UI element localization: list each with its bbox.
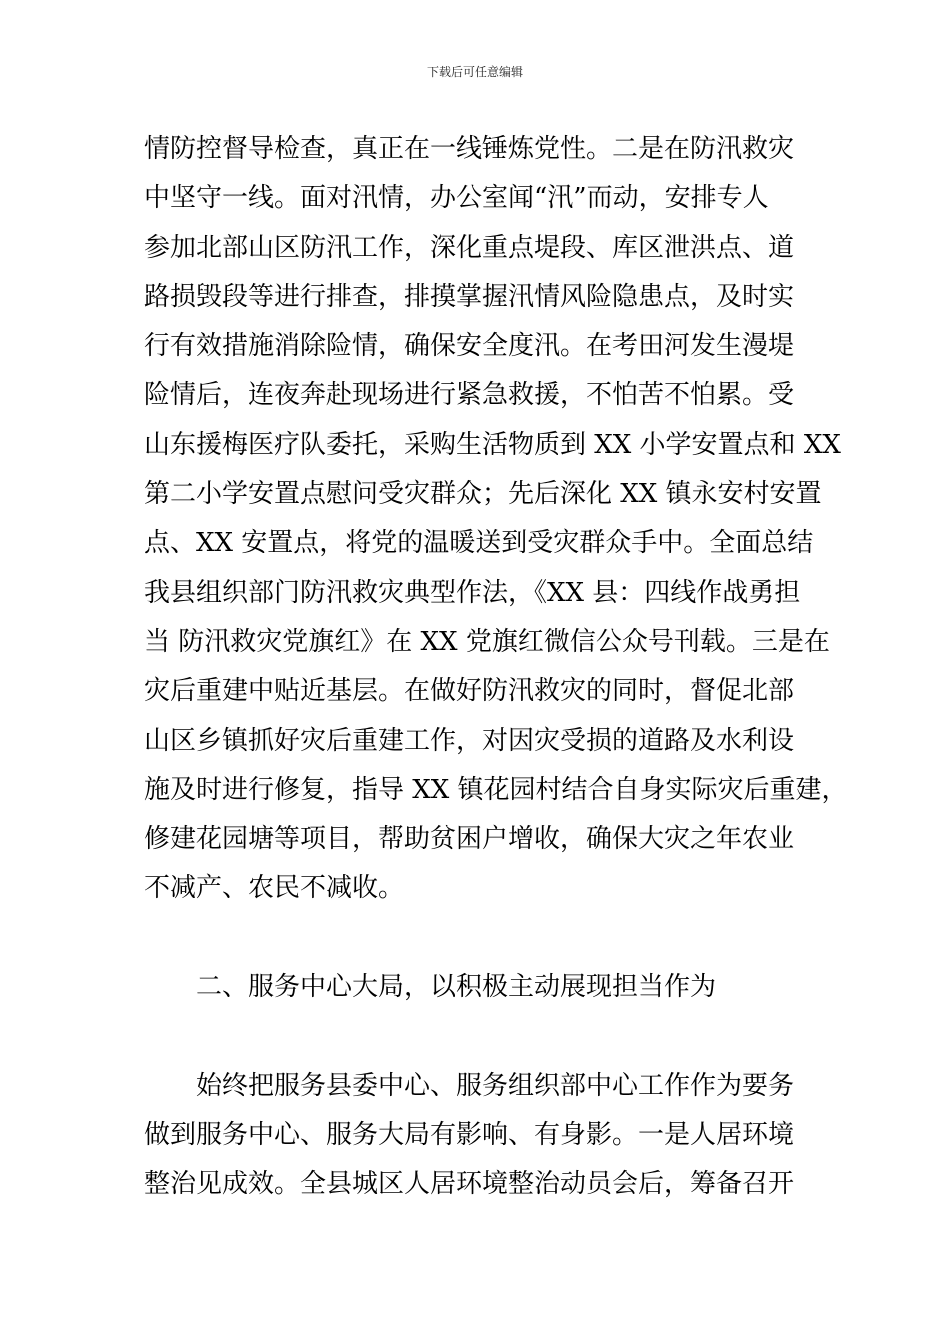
text-line: 情防控督导检查，真正在一线锤炼党性。二是在防汛救灾: [144, 134, 795, 164]
text-line: 山东援梅医疗队委托，采购生活物质到 XX 小学安置点和 XX: [144, 429, 841, 460]
paragraph-1: [144, 125, 848, 914]
section-heading: 二、服务中心大局，以积极主动展现担当作为: [196, 972, 717, 1003]
text-line: 险情后，连夜奔赴现场进行紧急救援，不怕苦不怕累。受: [144, 380, 795, 411]
text-line: 路损毁段等进行排查，排摸掌握汛情风险隐患点，及时实: [144, 281, 795, 312]
text-line: 修建花园塘等项目，帮助贫困户增收，确保大灾之年农业: [144, 824, 795, 855]
text-line: 我县组织部门防汛救灾典型作法，《XX 县：四线作战勇担: [144, 577, 801, 608]
text-line: 始终把服务县委中心、服务组织部中心工作作为要务: [196, 1070, 795, 1101]
page-header: 下载后可任意编辑: [426, 65, 523, 79]
text-line: 当 防汛救灾党旗红》在 XX 党旗红微信公众号刊载。三是在: [144, 626, 830, 657]
text-line: 不减产、农民不减收。: [144, 873, 405, 904]
paragraph-spacer: [144, 914, 824, 963]
text-line: 整治见成效。全县城区人居环境整治动员会后，筹备召开: [144, 1169, 795, 1200]
text-line: 参加北部山区防汛工作，深化重点堤段、库区泄洪点、道: [144, 232, 795, 263]
text-line: 山区乡镇抓好灾后重建工作，对因灾受损的道路及水利设: [144, 725, 795, 756]
text-line: 灾后重建中贴近基层。在做好防汛救灾的同时，督促北部: [144, 676, 795, 707]
text-line: 第二小学安置点慰问受灾群众；先后深化 XX 镇永安村安置: [144, 479, 822, 510]
text-line: 点、XX 安置点，将党的温暖送到受灾群众手中。全面总结: [144, 528, 814, 559]
text-line: 中坚守一线。面对汛情，办公室闻“汛”而动，安排专人: [144, 183, 769, 214]
text-line: 施及时进行修复，指导 XX 镇花园村结合自身实际灾后重建，: [144, 774, 848, 805]
paragraph-spacer: [144, 1012, 824, 1061]
paragraph-2: [144, 1062, 824, 1210]
text-line: 做到服务中心、服务大局有影响、有身影。一是人居环境: [144, 1119, 795, 1150]
text-line: 行有效措施消除险情，确保安全度汛。在考田河发生漫堤: [144, 331, 795, 362]
document-body: [144, 125, 848, 1210]
